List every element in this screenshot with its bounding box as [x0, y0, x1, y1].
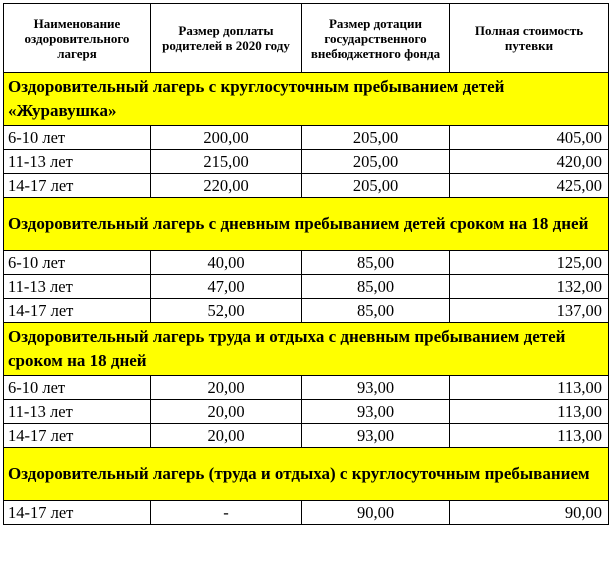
age-cell: 11-13 лет — [4, 275, 151, 299]
full-cost-cell: 137,00 — [450, 299, 609, 323]
fund-subsidy-cell: 205,00 — [302, 174, 450, 198]
full-cost-cell: 425,00 — [450, 174, 609, 198]
fund-subsidy-cell: 205,00 — [302, 150, 450, 174]
table-row — [4, 424, 609, 448]
age-cell: 14-17 лет — [4, 501, 151, 525]
section-row — [4, 73, 609, 126]
table-row — [4, 501, 609, 525]
full-cost-cell: 113,00 — [450, 376, 609, 400]
table-row — [4, 376, 609, 400]
parents-payment-cell: 40,00 — [151, 251, 302, 275]
section-row — [4, 448, 609, 501]
age-cell: 6-10 лет — [4, 126, 151, 150]
fund-subsidy-cell: 85,00 — [302, 251, 450, 275]
full-cost-cell: 420,00 — [450, 150, 609, 174]
section-title: Оздоровительный лагерь с круглосуточным пребыванием детей «Журавушка» — [4, 73, 609, 126]
full-cost-cell: 125,00 — [450, 251, 609, 275]
table-row — [4, 275, 609, 299]
parents-payment-cell: 20,00 — [151, 400, 302, 424]
fund-subsidy-cell: 205,00 — [302, 126, 450, 150]
table-row — [4, 251, 609, 275]
header-row — [4, 4, 609, 73]
age-cell: 6-10 лет — [4, 251, 151, 275]
parents-payment-cell: 52,00 — [151, 299, 302, 323]
age-cell: 14-17 лет — [4, 299, 151, 323]
fund-subsidy-cell: 90,00 — [302, 501, 450, 525]
parents-payment-cell: 20,00 — [151, 424, 302, 448]
section-row — [4, 198, 609, 251]
age-cell: 14-17 лет — [4, 174, 151, 198]
header-fund-subsidy: Размер дотации государственного внебюджетного фонда — [302, 4, 450, 73]
section-title: Оздоровительный лагерь с дневным пребыванием детей сроком на 18 дней — [4, 198, 609, 251]
table-row — [4, 400, 609, 424]
header-camp-name: Наименование оздоровительного лагеря — [4, 4, 151, 73]
parents-payment-cell: 215,00 — [151, 150, 302, 174]
header-parents-payment: Размер доплаты родителей в 2020 году — [151, 4, 302, 73]
parents-payment-cell: 20,00 — [151, 376, 302, 400]
parents-payment-cell: - — [151, 501, 302, 525]
table-row — [4, 174, 609, 198]
age-cell: 11-13 лет — [4, 400, 151, 424]
header-full-cost: Полная стоимость путевки — [450, 4, 609, 73]
parents-payment-cell: 47,00 — [151, 275, 302, 299]
fund-subsidy-cell: 93,00 — [302, 424, 450, 448]
age-cell: 11-13 лет — [4, 150, 151, 174]
fund-subsidy-cell: 85,00 — [302, 299, 450, 323]
full-cost-cell: 113,00 — [450, 400, 609, 424]
fund-subsidy-cell: 93,00 — [302, 376, 450, 400]
parents-payment-cell: 220,00 — [151, 174, 302, 198]
full-cost-cell: 405,00 — [450, 126, 609, 150]
parents-payment-cell: 200,00 — [151, 126, 302, 150]
section-title: Оздоровительный лагерь (труда и отдыха) с круглосуточным пребыванием — [4, 448, 609, 501]
fund-subsidy-cell: 85,00 — [302, 275, 450, 299]
table-row — [4, 126, 609, 150]
table-row — [4, 299, 609, 323]
fund-subsidy-cell: 93,00 — [302, 400, 450, 424]
table-row — [4, 150, 609, 174]
section-title: Оздоровительный лагерь труда и отдыха с дневным пребыванием детей сроком на 18 дней — [4, 323, 609, 376]
full-cost-cell: 132,00 — [450, 275, 609, 299]
full-cost-cell: 113,00 — [450, 424, 609, 448]
camp-cost-table — [3, 3, 609, 525]
full-cost-cell: 90,00 — [450, 501, 609, 525]
age-cell: 14-17 лет — [4, 424, 151, 448]
section-row — [4, 323, 609, 376]
camp-cost-table-container — [3, 3, 608, 525]
age-cell: 6-10 лет — [4, 376, 151, 400]
